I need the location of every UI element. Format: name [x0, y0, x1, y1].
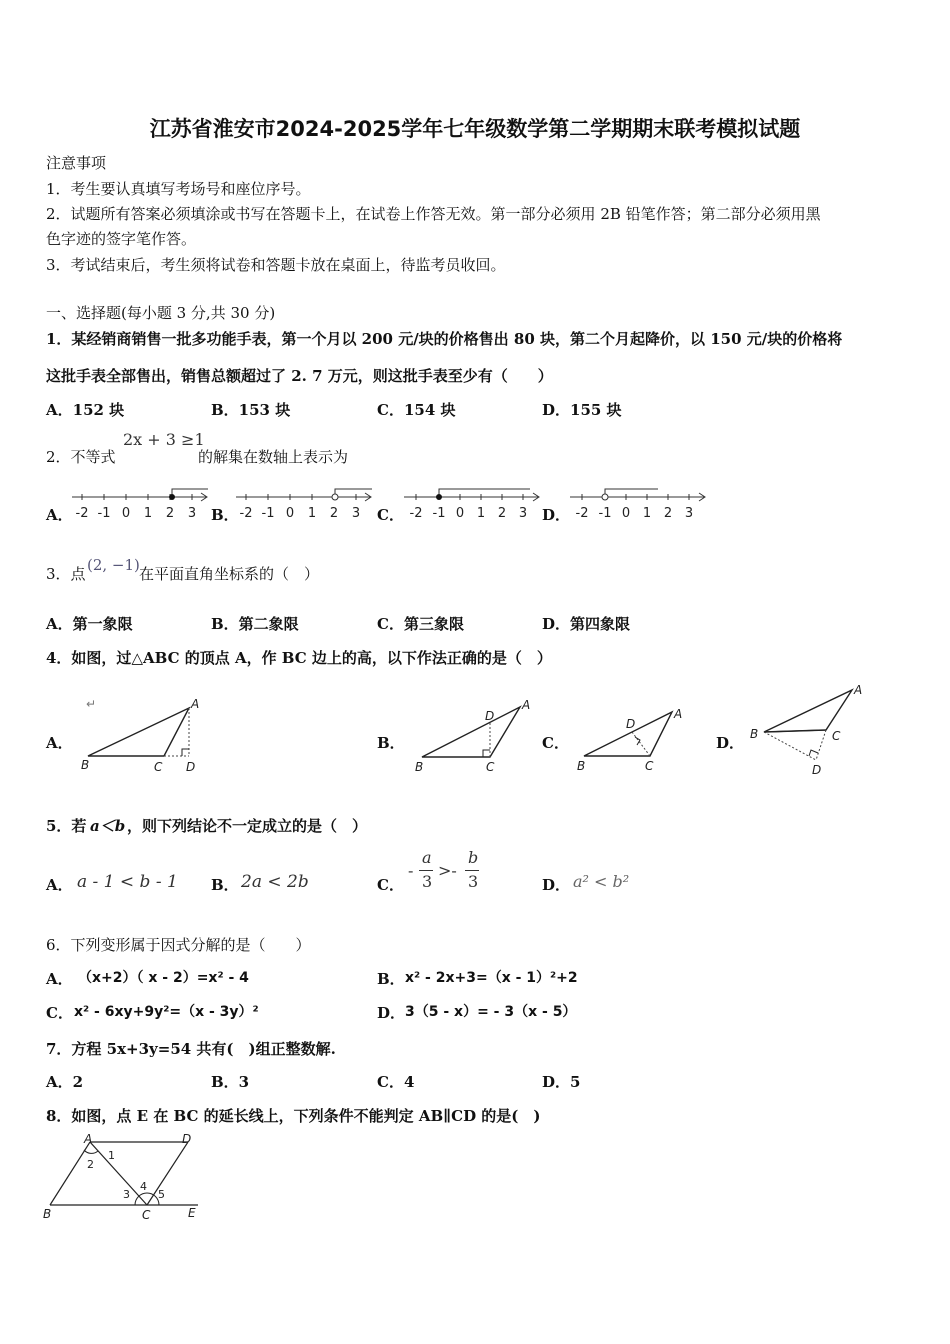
q5-label-c: C． — [377, 876, 404, 894]
q1-option-a: A．152 块 — [46, 401, 125, 419]
q4-label-b: B． — [377, 734, 405, 752]
q4b-vertex-d: D — [485, 709, 495, 723]
q2b-tick: -1 — [261, 506, 275, 521]
q7-option-b: B．3 — [211, 1073, 250, 1091]
notice-heading: 注意事项 — [46, 154, 107, 172]
q4-figure-d — [744, 684, 868, 776]
q8-figure — [40, 1130, 210, 1222]
q4d-vertex-a: A — [854, 684, 863, 697]
q2a-tick: 3 — [187, 506, 197, 521]
q4-figure-a — [76, 692, 212, 776]
q3-option-a: A．第一象限 — [46, 615, 133, 633]
q8-point-e: E — [188, 1206, 196, 1220]
q8-point-a: A — [84, 1132, 93, 1146]
q2b-tick: -2 — [239, 506, 253, 521]
q6-label-d: D． — [377, 1004, 406, 1022]
q5-option-a: a - 1 < b - 1 — [77, 872, 178, 892]
q3-suffix: 在平面直角坐标系的（ ） — [139, 565, 320, 583]
q2-numberline-b — [234, 485, 376, 525]
q4c-vertex-c: C — [645, 759, 654, 773]
q2-label-d: D． — [542, 506, 571, 524]
q5-option-b: 2a < 2b — [241, 872, 309, 892]
q2d-tick: -1 — [598, 506, 612, 521]
q8-point-d: D — [182, 1132, 192, 1146]
q2-numberline-c — [402, 485, 544, 525]
q2a-tick: 2 — [165, 506, 175, 521]
q4-label-c: C． — [542, 734, 569, 752]
q4a-vertex-a: A — [191, 697, 200, 711]
notice-item-2-cont: 色字迹的签字笔作答。 — [46, 230, 197, 248]
q2-prefix: 2．不等式 — [46, 448, 116, 466]
q2-label-b: B． — [211, 506, 239, 524]
q2-numberline-a — [70, 485, 212, 525]
q6-label-b: B． — [377, 970, 405, 988]
q5c-minus: - — [408, 861, 414, 880]
q8-point-b: B — [43, 1207, 52, 1221]
q2c-tick: -2 — [409, 506, 423, 521]
notice-item-2: 2．试题所有答案必须填涂或书写在答题卡上，在试卷上作答无效。第一部分必须用 2B 铅笔作答；第二部分必须用黑 — [46, 205, 821, 223]
q5-label-d: D． — [542, 876, 571, 894]
q2b-tick: 3 — [351, 506, 361, 521]
q4-label-a: A． — [46, 734, 73, 752]
q8-text: 8．如图，点 E 在 BC 的延长线上，下列条件不能判定 AB∥CD 的是( ) — [46, 1107, 541, 1125]
q1-line1: 1．某经销商销售一批多功能手表，第一个月以 200 元/块的价格售出 80 块，第二个月起降价，以 150 元/块的价格将 — [46, 330, 843, 348]
q6-option-b: x² - 2x+3=（x - 1）²+2 — [405, 970, 578, 986]
q8-angle-5: 5 — [158, 1188, 165, 1201]
q2-numberline-d — [568, 485, 710, 525]
q2d-tick: 1 — [642, 506, 652, 521]
q4b-vertex-b: B — [415, 760, 424, 774]
q2b-tick: 2 — [329, 506, 339, 521]
q5c-denominator-2: 3 — [468, 872, 479, 891]
q8-point-c: C — [142, 1208, 151, 1222]
q5c-numerator-a: a — [422, 848, 432, 867]
notice-item-3: 3．考试结束后，考生须将试卷和答题卡放在桌面上，待监考员收回。 — [46, 256, 506, 274]
q4b-vertex-a: A — [522, 698, 531, 712]
q3-option-c: C．第三象限 — [377, 615, 464, 633]
q4c-vertex-b: B — [577, 759, 586, 773]
q5-condition: a＜b — [90, 817, 126, 835]
section-heading: 一、选择题(每小题 3 分,共 30 分) — [46, 304, 276, 322]
q2d-tick: -2 — [575, 506, 589, 521]
q6-option-d: 3（5 - x）= - 3（x - 5） — [405, 1004, 577, 1020]
q2-label-c: C． — [377, 506, 404, 524]
q5-suffix: ，则下列结论不一定成立的是（ ） — [127, 817, 368, 835]
q7-text: 7．方程 5x+3y=54 共有( )组正整数解. — [46, 1040, 336, 1058]
q2a-tick: -1 — [97, 506, 111, 521]
q2c-tick: 1 — [476, 506, 486, 521]
q8-angle-1: 1 — [108, 1149, 115, 1162]
q2a-tick: 1 — [143, 506, 153, 521]
q4-figure-c — [574, 704, 694, 776]
q1-line2: 这批手表全部售出，销售总额超过了 2. 7 万元，则这批手表至少有（ ） — [46, 367, 553, 385]
q1-option-c: C．154 块 — [377, 401, 456, 419]
q5-option-d: a² < b² — [573, 872, 630, 891]
q4a-vertex-d: D — [186, 760, 196, 774]
q6-label-a: A． — [46, 970, 73, 988]
q3-option-b: B．第二象限 — [211, 615, 299, 633]
q4a-vertex-c: C — [154, 760, 163, 774]
return-mark-icon: ↵ — [86, 697, 97, 711]
q2c-tick: 2 — [497, 506, 507, 521]
q6-text: 6．下列变形属于因式分解的是（ ） — [46, 936, 311, 954]
q2c-tick: 3 — [518, 506, 528, 521]
q2c-tick: 0 — [455, 506, 465, 521]
q4c-vertex-d: D — [626, 717, 636, 731]
q5-prefix: 5．若 — [46, 817, 87, 835]
q4-text: 4．如图，过△ABC 的顶点 A，作 BC 边上的高，以下作法正确的是（ ） — [46, 649, 552, 667]
q4-label-d: D． — [716, 734, 745, 752]
q3-prefix: 3．点 — [46, 565, 86, 583]
q2b-tick: 1 — [307, 506, 317, 521]
q7-option-a: A．2 — [46, 1073, 84, 1091]
q5-label-a: A． — [46, 876, 73, 894]
q2-inequality: 2x + 3 ≥1 — [123, 430, 205, 449]
q7-option-c: C．4 — [377, 1073, 415, 1091]
q4d-vertex-d: D — [812, 763, 822, 776]
q2-suffix: 的解集在数轴上表示为 — [198, 448, 349, 466]
q2d-tick: 0 — [621, 506, 631, 521]
q2a-tick: 0 — [121, 506, 131, 521]
q4c-vertex-a: A — [674, 707, 683, 721]
q6-label-c: C． — [46, 1004, 73, 1022]
q7-option-d: D．5 — [542, 1073, 581, 1091]
q2d-tick: 3 — [684, 506, 694, 521]
q4d-vertex-b: B — [750, 727, 759, 741]
page-title: 江苏省淮安市2024-2025学年七年级数学第二学期期末联考模拟试题 — [149, 117, 801, 141]
q2-label-a: A． — [46, 506, 73, 524]
q5c-numerator-b: b — [468, 848, 479, 867]
q2b-tick: 0 — [285, 506, 295, 521]
q1-option-b: B．153 块 — [211, 401, 291, 419]
q8-angle-2: 2 — [87, 1158, 94, 1171]
q8-angle-3: 3 — [123, 1188, 130, 1201]
q4d-vertex-c: C — [832, 729, 841, 743]
q2c-tick: -1 — [432, 506, 446, 521]
q2a-tick: -2 — [75, 506, 89, 521]
q3-option-d: D．第四象限 — [542, 615, 631, 633]
q1-option-d: D．155 块 — [542, 401, 622, 419]
q4a-vertex-b: B — [81, 758, 90, 772]
q5-label-b: B． — [211, 876, 239, 894]
q8-angle-4: 4 — [140, 1180, 147, 1193]
q4b-vertex-c: C — [486, 760, 495, 774]
q5c-gt: >- — [438, 861, 457, 880]
q4-figure-b — [412, 697, 542, 777]
q6-option-c: x² - 6xy+9y²=（x - 3y）² — [74, 1004, 259, 1020]
q6-option-a: （x+2）（ x - 2）=x² - 4 — [78, 970, 249, 986]
q5c-denominator-1: 3 — [422, 872, 433, 891]
q2d-tick: 2 — [663, 506, 673, 521]
notice-item-1: 1．考生要认真填写考场号和座位序号。 — [46, 180, 311, 198]
q3-point: (2, −1) — [87, 556, 140, 574]
q5-option-c — [405, 848, 495, 896]
